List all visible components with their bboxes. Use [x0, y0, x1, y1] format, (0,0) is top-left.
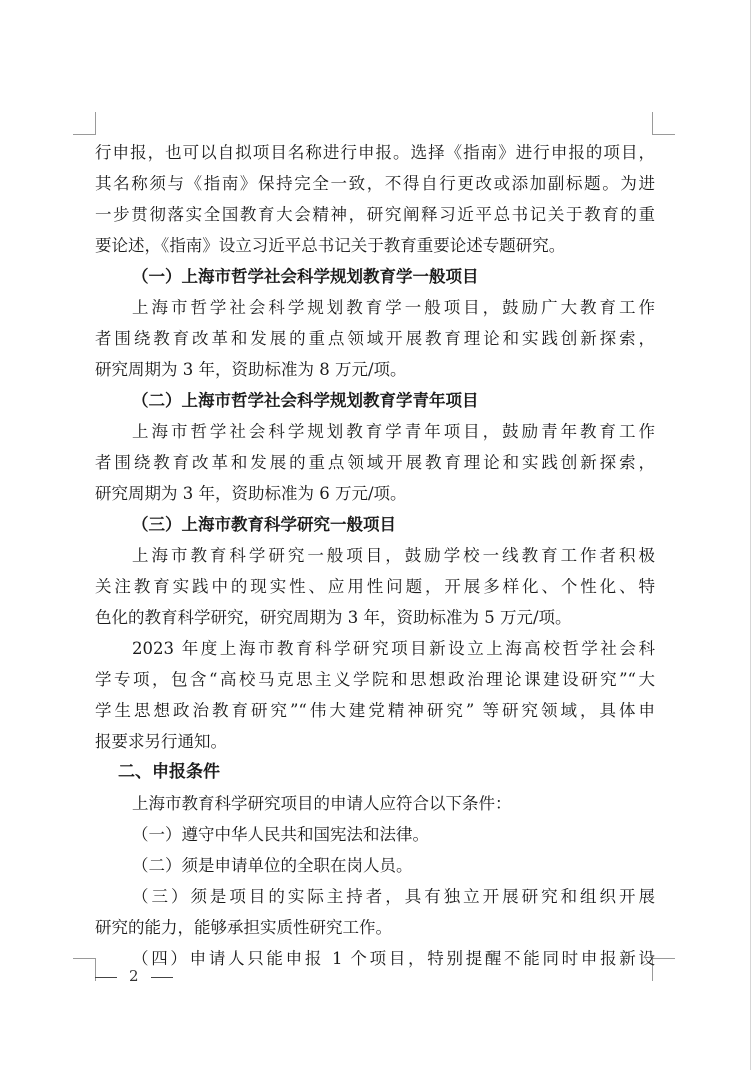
- document-body: [95, 137, 655, 974]
- paragraph-line: 色化的教育科学研究，研究周期为 3 年，资助标准为 5 万元/项。: [95, 608, 572, 627]
- paragraph-line: 上海市哲学社会科学规划教育学青年项目，鼓励青年教育工作: [132, 422, 655, 441]
- page-number: 2: [129, 967, 139, 985]
- paragraph-line: （二）须是申请单位的全职在岗人员。: [132, 856, 413, 875]
- subsection-heading: （三）上海市教育科学研究一般项目: [132, 515, 396, 534]
- paragraph-line: 其名称须与《指南》保持完全一致，不得自行更改或添加副标题。为进: [95, 174, 655, 193]
- paragraph-line: 要论述，《指南》设立习近平总书记关于教育重要论述专题研究。: [95, 236, 566, 255]
- paragraph-line: （四）申请人只能申报 1 个项目，特别提醒不能同时申报新设: [132, 949, 655, 968]
- paragraph-line: 研究周期为 3 年，资助标准为 6 万元/项。: [95, 484, 407, 503]
- paragraph-line: 报要求另行通知。: [95, 732, 227, 751]
- paragraph-line: 研究的能力，能够承担实质性研究工作。: [95, 918, 392, 937]
- corner-mark-top-left: [73, 112, 96, 135]
- paragraph-line: 学专项，包含“高校马克思主义学院和思想政治理论课建设研究”“大: [95, 670, 655, 689]
- paragraph-line: （一）遵守中华人民共和国宪法和法律。: [132, 825, 429, 844]
- paragraph-line: 上海市哲学社会科学规划教育学一般项目，鼓励广大教育工作: [132, 298, 655, 317]
- paragraph-line: （三）须是项目的实际主持者，具有独立开展研究和组织开展: [132, 887, 655, 906]
- paragraph-line: 上海市教育科学研究一般项目，鼓励学校一线教育工作者积极: [132, 546, 655, 565]
- paragraph-line: 行申报，也可以自拟项目名称进行申报。选择《指南》进行申报的项目，: [95, 143, 655, 162]
- paragraph-line: 者围绕教育改革和发展的重点领域开展教育理论和实践创新探索，: [95, 329, 655, 348]
- corner-mark-top-right: [652, 112, 675, 135]
- section-heading: 二、申报条件: [118, 762, 220, 782]
- paragraph-line: 关注教育实践中的现实性、应用性问题，开展多样化、个性化、特: [95, 577, 655, 596]
- corner-mark-bottom-right: [652, 958, 675, 981]
- subsection-heading: （二）上海市哲学社会科学规划教育学青年项目: [132, 391, 479, 410]
- paragraph-line: 学生思想政治教育研究”“伟大建党精神研究” 等研究领域，具体申: [95, 701, 655, 720]
- footer-dash-right: [151, 977, 173, 978]
- paragraph-line: 一步贯彻落实全国教育大会精神，研究阐释习近平总书记关于教育的重: [95, 205, 655, 224]
- subsection-heading: （一）上海市哲学社会科学规划教育学一般项目: [132, 267, 479, 286]
- paragraph-line: 上海市教育科学研究项目的申请人应符合以下条件：: [132, 794, 512, 813]
- paragraph-line: 者围绕教育改革和发展的重点领域开展教育理论和实践创新探索，: [95, 453, 655, 472]
- page-footer: [95, 964, 173, 988]
- paragraph-line: 研究周期为 3 年，资助标准为 8 万元/项。: [95, 360, 407, 379]
- footer-dash-left: [95, 977, 117, 978]
- paragraph-line: 2023 年度上海市教育科学研究项目新设立上海高校哲学社会科: [132, 639, 655, 658]
- corner-mark-bottom-left: [73, 958, 96, 981]
